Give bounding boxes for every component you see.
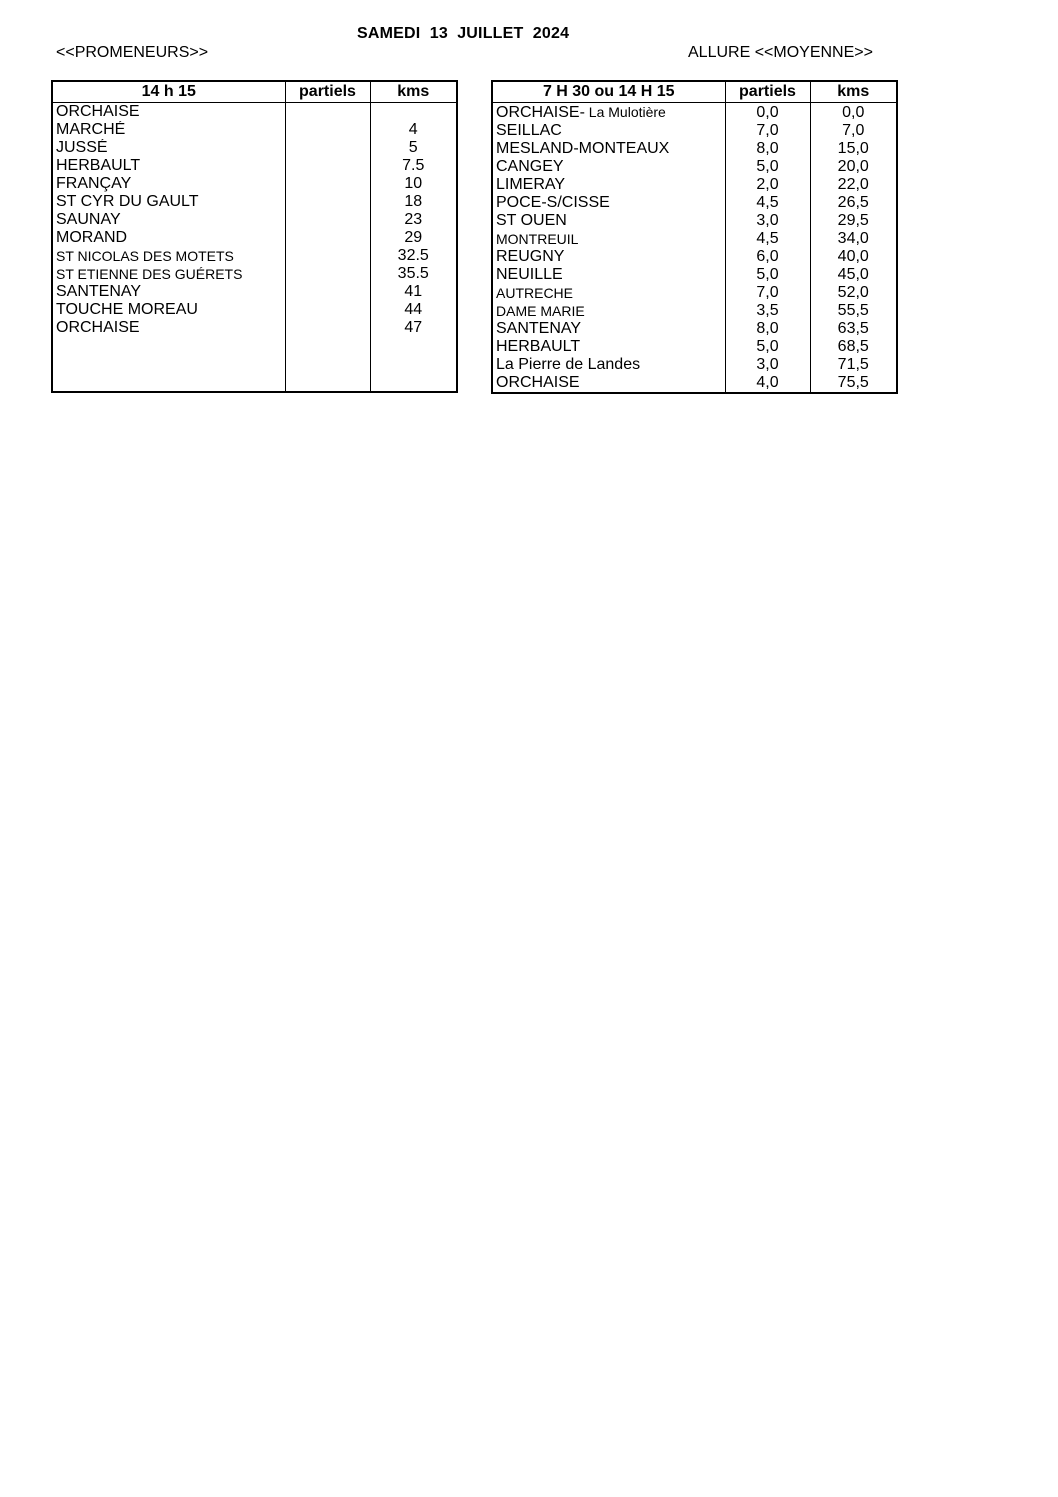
place-name (52, 247, 285, 265)
place-label: ST ETIENNE DES GUÉRETS (56, 266, 243, 282)
table-row (492, 122, 897, 140)
partiel-value (285, 193, 370, 211)
place-label: DAME MARIE (496, 303, 585, 319)
place-label: MARCHÉ (56, 121, 126, 138)
partiel-value (285, 103, 370, 122)
partiel-value (285, 247, 370, 265)
partiel-value (285, 121, 370, 139)
partiel-value (285, 211, 370, 229)
place-name (492, 140, 725, 158)
column-header-departure: 7 H 30 ou 14 H 15 (492, 81, 725, 103)
table-row (492, 284, 897, 302)
partiel-value: 2,0 (725, 176, 810, 194)
place-name (52, 301, 285, 319)
place-name (492, 176, 725, 194)
table-row (52, 283, 457, 301)
table-row (492, 176, 897, 194)
kms-value (370, 103, 457, 122)
kms-value: 45,0 (810, 266, 897, 284)
partiel-value (285, 175, 370, 193)
partiel-value: 3,0 (725, 212, 810, 230)
partiel-value: 8,0 (725, 320, 810, 338)
place-label: FRANÇAY (56, 175, 132, 192)
partiel-value (285, 139, 370, 157)
table-row (492, 103, 897, 123)
table-row (52, 319, 457, 337)
partiel-value: 0,0 (725, 103, 810, 123)
table-row (52, 193, 457, 211)
place-name (52, 211, 285, 229)
table-row (492, 194, 897, 212)
kms-value: 26,5 (810, 194, 897, 212)
place-name (492, 212, 725, 230)
table-row (52, 103, 457, 122)
kms-value: 34,0 (810, 230, 897, 248)
place-label: SAUNAY (56, 211, 121, 228)
partiel-value (285, 229, 370, 247)
group-label-promeneurs: <<PROMENEURS>> (56, 44, 209, 61)
table-row (492, 230, 897, 248)
kms-value: 75,5 (810, 374, 897, 393)
group-label-moyenne: ALLURE <<MOYENNE>> (688, 44, 873, 61)
column-header-partiels: partiels (725, 81, 810, 103)
kms-value: 41 (370, 283, 457, 301)
place-label: ORCHAISE- (496, 104, 585, 121)
place-name (492, 284, 725, 302)
place-name (52, 319, 285, 337)
column-header-departure: 14 h 15 (52, 81, 285, 103)
kms-value: 0,0 (810, 103, 897, 123)
partiel-value: 7,0 (725, 122, 810, 140)
place-name (52, 193, 285, 211)
place-label: SANTENAY (56, 283, 142, 300)
kms-value: 40,0 (810, 248, 897, 266)
place-label: ORCHAISE (496, 374, 580, 391)
route-table-promeneurs (51, 80, 458, 393)
route-table-moyenne (491, 80, 898, 394)
table-row (492, 248, 897, 266)
kms-value: 63,5 (810, 320, 897, 338)
kms-value: 44 (370, 301, 457, 319)
kms-value: 47 (370, 319, 457, 337)
column-header-partiels: partiels (285, 81, 370, 103)
partiel-value: 4,5 (725, 194, 810, 212)
partiel-value: 5,0 (725, 266, 810, 284)
place-label: SANTENAY (496, 320, 582, 337)
partiel-value (285, 283, 370, 301)
place-name (52, 139, 285, 157)
kms-value: 68,5 (810, 338, 897, 356)
place-label: NEUILLE (496, 266, 563, 283)
place-label: ORCHAISE (56, 319, 140, 336)
partiel-value: 3,0 (725, 356, 810, 374)
table-row (492, 338, 897, 356)
kms-value: 5 (370, 139, 457, 157)
partiel-value: 4,0 (725, 374, 810, 393)
place-name (492, 122, 725, 140)
place-name (52, 121, 285, 139)
partiel-value (285, 265, 370, 283)
empty-cell (285, 337, 370, 392)
table-row (492, 374, 897, 393)
route-table-body (492, 103, 897, 394)
place-label: La Pierre de Landes (496, 356, 641, 373)
table-row (492, 212, 897, 230)
table-row (492, 302, 897, 320)
empty-cell (370, 337, 457, 392)
kms-value: 35.5 (370, 265, 457, 283)
kms-value: 71,5 (810, 356, 897, 374)
kms-value: 52,0 (810, 284, 897, 302)
place-name (52, 175, 285, 193)
table-row (52, 175, 457, 193)
place-name (52, 283, 285, 301)
kms-value: 7.5 (370, 157, 457, 175)
place-name (492, 266, 725, 284)
place-name (492, 230, 725, 248)
table-row (492, 356, 897, 374)
place-name (52, 103, 285, 122)
column-header-kms: kms (810, 81, 897, 103)
place-name (52, 157, 285, 175)
place-label: AUTRECHE (496, 285, 574, 301)
page-title: SAMEDI 13 JUILLET 2024 (357, 25, 570, 42)
place-name (52, 229, 285, 247)
partiel-value (285, 157, 370, 175)
kms-value: 15,0 (810, 140, 897, 158)
table-row (52, 247, 457, 265)
kms-value: 20,0 (810, 158, 897, 176)
partiel-value: 6,0 (725, 248, 810, 266)
kms-value: 23 (370, 211, 457, 229)
table-filler-row (52, 337, 457, 392)
kms-value: 22,0 (810, 176, 897, 194)
kms-value: 10 (370, 175, 457, 193)
table-row (52, 229, 457, 247)
place-name (492, 320, 725, 338)
kms-value: 29,5 (810, 212, 897, 230)
table-row (492, 158, 897, 176)
empty-cell (52, 337, 285, 392)
place-name (492, 158, 725, 176)
partiel-value: 8,0 (725, 140, 810, 158)
place-label: ST NICOLAS DES MOTETS (56, 248, 234, 264)
place-name (492, 302, 725, 320)
table-header-row (52, 81, 457, 103)
table-row (52, 121, 457, 139)
kms-value: 18 (370, 193, 457, 211)
route-table-body (52, 103, 457, 393)
partiel-value: 3,5 (725, 302, 810, 320)
table-row (492, 140, 897, 158)
table-row (52, 139, 457, 157)
place-name (492, 194, 725, 212)
place-label: ST OUEN (496, 212, 567, 229)
place-label: HERBAULT (56, 157, 141, 174)
table-row (52, 265, 457, 283)
kms-value: 32.5 (370, 247, 457, 265)
place-label: MORAND (56, 229, 128, 246)
column-header-kms: kms (370, 81, 457, 103)
place-name (492, 374, 725, 393)
place-label: JUSSÉ (56, 139, 108, 156)
partiel-value (285, 319, 370, 337)
place-name (492, 248, 725, 266)
place-name (492, 338, 725, 356)
partiel-value: 5,0 (725, 158, 810, 176)
place-label: REUGNY (496, 248, 565, 265)
place-label: MESLAND-MONTEAUX (496, 140, 670, 157)
place-name (492, 356, 725, 374)
place-label: LIMERAY (496, 176, 566, 193)
table-row (52, 301, 457, 319)
place-label: CANGEY (496, 158, 564, 175)
partiel-value: 4,5 (725, 230, 810, 248)
place-label: ST CYR DU GAULT (56, 193, 199, 210)
kms-value: 55,5 (810, 302, 897, 320)
partiel-value: 7,0 (725, 284, 810, 302)
kms-value: 4 (370, 121, 457, 139)
place-name (52, 265, 285, 283)
place-note: La Mulotière (584, 104, 666, 120)
table-row (492, 320, 897, 338)
place-name (492, 103, 725, 123)
partiel-value: 5,0 (725, 338, 810, 356)
kms-value: 7,0 (810, 122, 897, 140)
table-row (52, 211, 457, 229)
place-label: SEILLAC (496, 122, 562, 139)
table-header-row (492, 81, 897, 103)
place-label: TOUCHE MOREAU (56, 301, 198, 318)
kms-value: 29 (370, 229, 457, 247)
place-label: HERBAULT (496, 338, 581, 355)
partiel-value (285, 301, 370, 319)
place-label: MONTREUIL (496, 231, 579, 247)
table-row (52, 157, 457, 175)
place-label: ORCHAISE (56, 103, 140, 120)
table-row (492, 266, 897, 284)
place-label: POCE-S/CISSE (496, 194, 610, 211)
